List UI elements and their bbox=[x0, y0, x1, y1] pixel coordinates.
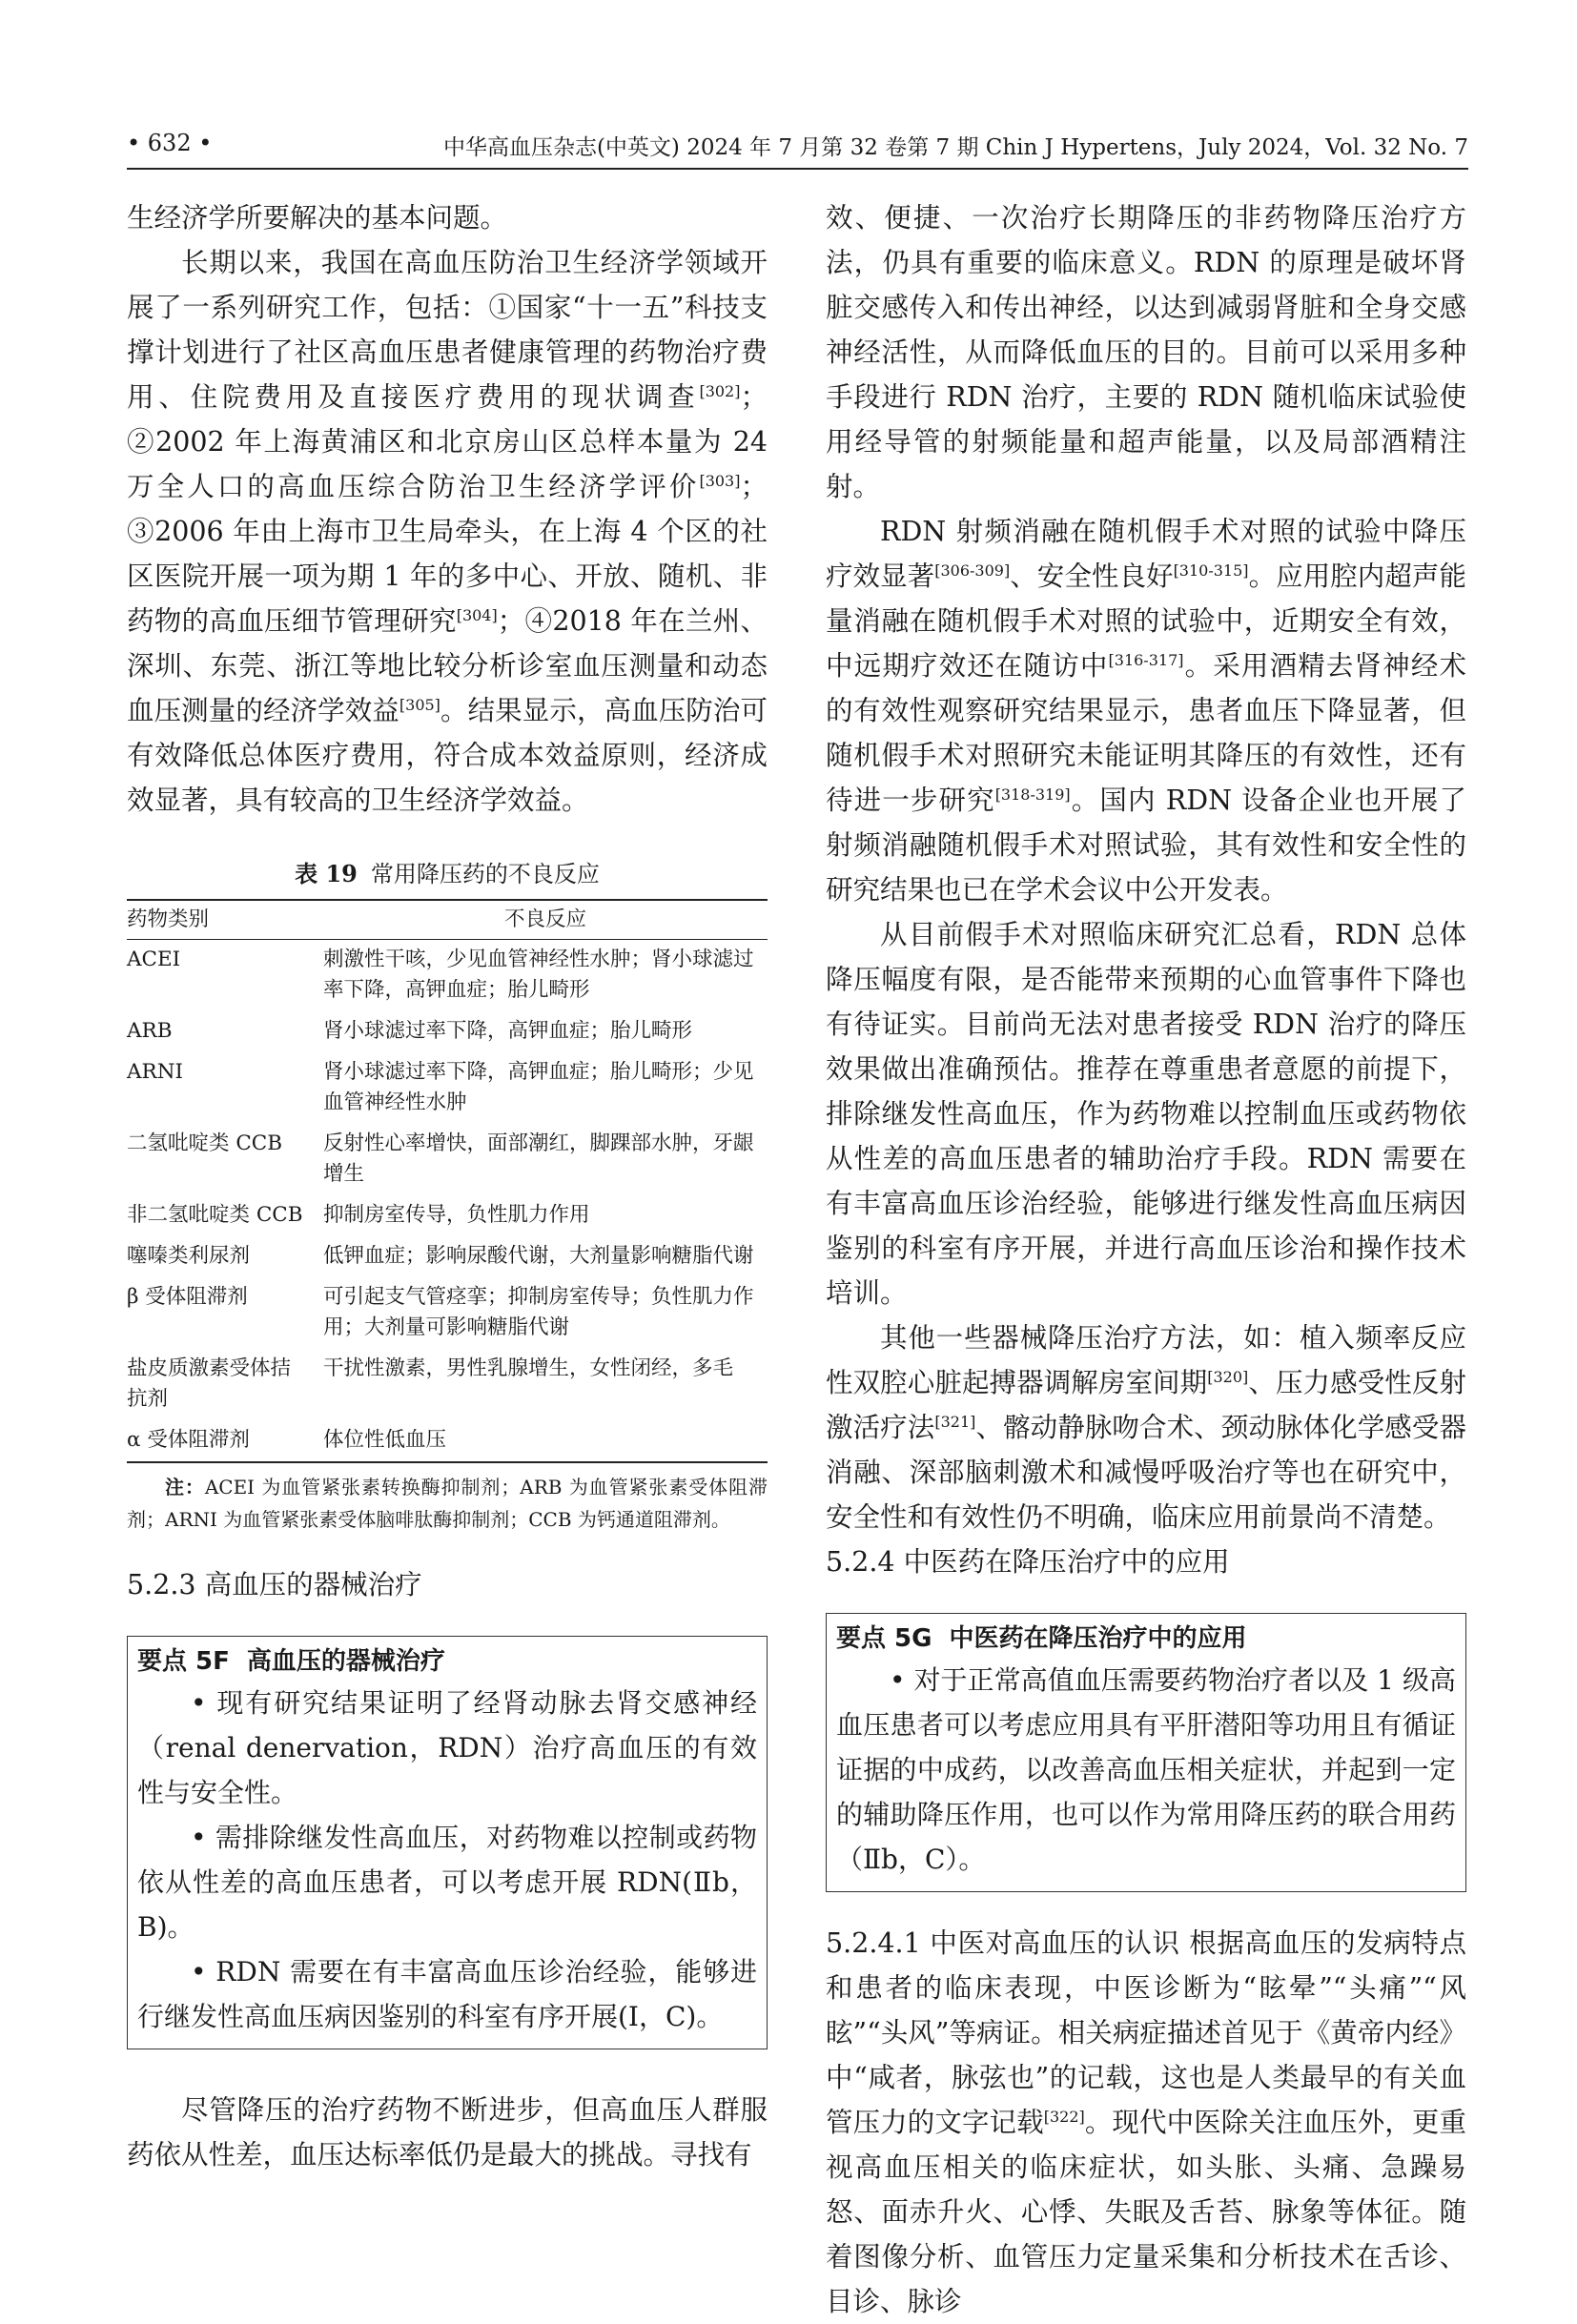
table-header-effect: 不良反应 bbox=[323, 900, 768, 940]
table-label: 表 19 bbox=[295, 860, 358, 887]
table-row: ARNI 肾小球滤过率下降，高钾血症；胎儿畸形；少见血管神经性水肿 bbox=[127, 1060, 754, 1114]
key-point-item: • 需排除继发性高血压，对药物难以控制或药物依从性差的高血压患者，可以考虑开展 RDN(Ⅱb，B)。 bbox=[137, 1822, 757, 1943]
citation: [320] bbox=[1207, 1368, 1249, 1386]
citation: [322] bbox=[1043, 2108, 1085, 2126]
paragraph: 其他一些器械降压治疗方法，如：植入频率反应性双腔心脏起搏器调解房室间期[320]、压力感受性反射激活疗法[321]、髂动静脉吻合术、颈动脉体化学感受器消融、深部脑刺激术和减慢呼吸治疗等也在研究中，安全性和有效性仍不明确，临床应用前景尚不清楚。 bbox=[826, 1322, 1466, 1533]
paragraph: 生经济学所要解决的基本问题。 bbox=[127, 202, 508, 234]
table-title: 常用降压药的不良反应 bbox=[370, 861, 600, 887]
page-number: • 632 • bbox=[127, 130, 213, 156]
table-row: 非二氢吡啶类 CCB 抑制房室传导，负性肌力作用 bbox=[127, 1203, 590, 1227]
key-point-item: • 现有研究结果证明了经肾动脉去肾交感神经（renal denervation，RDN）治疗高血压的有效性与安全性。 bbox=[137, 1687, 757, 1808]
section-heading-5-2-4: 5.2.4 中医药在降压治疗中的应用 bbox=[826, 1546, 1230, 1578]
key-point-box-5g bbox=[826, 1613, 1466, 1892]
table-row: ACEI 刺激性干咳，少见血管神经性水肿；肾小球滤过率下降，高钾血症；胎儿畸形 bbox=[127, 948, 754, 1002]
paragraph: RDN 射频消融在随机假手术对照的试验中降压疗效显著[306-309]、安全性良好[310-315]。应用腔内超声能量消融在随机假手术对照的试验中，近期安全有效，中远期疗效还在随访中[316-317]。采用酒精去肾神经术的有效性观察研究结果显示，患者血压下降显著，但随机假手术对照研究未能证明其降压的有效性，还有待进一步研究[318-319]。国内 RDN 设备企业也开展了射频消融随机假手术对照试验，其有效性和安全性的研究结果也已在学术会议中公开发表。 bbox=[826, 516, 1466, 906]
table-row: 噻嗪类利尿剂 低钾血症；影响尿酸代谢，大剂量影响糖脂代谢 bbox=[127, 1244, 754, 1268]
key-point-box-5f bbox=[127, 1636, 768, 2049]
paragraph: 长期以来，我国在高血压防治卫生经济学领域开展了一系列研究工作，包括：①国家“十一五”科技支撑计划进行了社区高血压患者健康管理的药物治疗费用、住院费用及直接医疗费用的现状调查[302]；②2002 年上海黄浦区和北京房山区总样本量为 24 万全人口的高血压综合防治卫生经济学评价[303]；③2006 年由上海市卫生局牵头，在上海 4 个区的社区医院开展一项为期 1 年的多中心、开放、随机、非药物的高血压细节管理研究[304]；④2018 年在兰州、深圳、东莞、浙江等地比较分析诊室血压测量和动态血压测量的经济学效益[305]。结果显示，高血压防治可有效降低总体医疗费用，符合成本效益原则，经济成效显著，具有较高的卫生经济学效益。 bbox=[127, 247, 768, 816]
left-column bbox=[127, 195, 768, 2177]
key-point-item: • 对于正常高值血压需要药物治疗者以及 1 级高血压患者可以考虑应用具有平肝潜阳等功用且有循证证据的中成药，以改善高血压相关症状，并起到一定的辅助降压作用，也可以作为常用降压药的联合用药（Ⅱb，C）。 bbox=[836, 1664, 1456, 1875]
citation: [302] bbox=[699, 382, 741, 400]
section-heading-5-2-3: 5.2.3 高血压的器械治疗 bbox=[127, 1569, 422, 1600]
table-row: 盐皮质激素受体拮抗剂 干扰性激素，男性乳腺增生，女性闭经，多毛 bbox=[127, 1356, 734, 1411]
table-row: α 受体阻滞剂 体位性低血压 bbox=[127, 1420, 768, 1462]
header-rule bbox=[127, 168, 1468, 170]
citation: [304] bbox=[456, 606, 498, 624]
paragraph: 从目前假手术对照临床研究汇总看，RDN 总体降压幅度有限，是否能带来预期的心血管事件下降也有待证实。目前尚无法对患者接受 RDN 治疗的降压效果做出准确预估。推荐在尊重患者意愿的前提下，排除继发性高血压，作为药物难以控制血压或药物依从性差的高血压患者的辅助治疗手段。RDN 需要在有丰富高血压诊治经验，能够进行继发性高血压病因鉴别的科室有序开展，并进行高血压诊治和操作技术培训。 bbox=[826, 919, 1466, 1309]
adverse-reaction-table bbox=[127, 899, 768, 1463]
key-point-item: • RDN 需要在有丰富高血压诊治经验，能够进行继发性高血压病因鉴别的科室有序开展(Ⅰ，C)。 bbox=[137, 1956, 757, 2032]
table-row: β 受体阻滞剂 可引起支气管痉挛；抑制房室传导；负性肌力作用；大剂量可影响糖脂代谢 bbox=[127, 1285, 754, 1339]
key-point-title: 要点 5F 高血压的器械治疗 bbox=[137, 1647, 445, 1676]
journal-citation: 中华高血压杂志(中英文) 2024 年 7 月第 32 卷第 7 期 Chin J Hypertens，July 2024，Vol. 32 No. 7 bbox=[442, 135, 1468, 160]
citation: [316-317] bbox=[1108, 651, 1184, 669]
running-header bbox=[127, 126, 1468, 164]
table-note: 注：ACEI 为血管紧张素转换酶抑制剂；ARB 为血管紧张素受体阻滞剂；ARNI 为血管紧张素受体脑啡肽酶抑制剂；CCB 为钙通道阻滞剂。 bbox=[127, 1476, 768, 1531]
citation: [321] bbox=[934, 1413, 976, 1431]
citation: [303] bbox=[699, 472, 741, 490]
table-header-drug: 药物类别 bbox=[127, 900, 323, 940]
citation: [306-309] bbox=[934, 561, 1011, 580]
paragraph: 效、便捷、一次治疗长期降压的非药物降压治疗方法，仍具有重要的临床意义。RDN 的原理是破坏肾脏交感传入和传出神经，以达到减弱肾脏和全身交感神经活性，从而降低血压的目的。目前可以采用多种手段进行 RDN 治疗，主要的 RDN 随机临床试验使用经导管的射频能量和超声能量，以及局部酒精注射。 bbox=[826, 202, 1466, 502]
citation: [318-319] bbox=[994, 785, 1071, 804]
citation: [310-315] bbox=[1173, 561, 1249, 580]
table-row: 二氢吡啶类 CCB 反射性心率增快，面部潮红，脚踝部水肿，牙龈增生 bbox=[127, 1131, 754, 1186]
table-caption bbox=[127, 859, 768, 889]
paragraph: 尽管降压的治疗药物不断进步，但高血压人群服药依从性差，血压达标率低仍是最大的挑战。寻找有 bbox=[127, 2094, 768, 2171]
key-point-title: 要点 5G 中医药在降压治疗中的应用 bbox=[836, 1624, 1247, 1653]
citation: [305] bbox=[399, 696, 440, 714]
table-row: ARB 肾小球滤过率下降，高钾血症；胎儿畸形 bbox=[127, 1019, 693, 1043]
paragraph: 5.2.4.1 中医对高血压的认识 根据高血压的发病特点和患者的临床表现，中医诊断为“眩晕”“头痛”“风眩”“头风”等病证。相关病症描述首见于《黄帝内经》中“咸者，脉弦也”的记载，这也是人类最早的有关血管压力的文字记载[322]。现代中医除关注血压外，更重视高血压相关的临床症状，如头胀、头痛、急躁易怒、面赤升火、心悸、失眠及舌苔、脉象等体征。随着图像分析、血管压力定量采集和分析技术在舌诊、目诊、脉诊 bbox=[826, 1927, 1466, 2317]
right-column bbox=[826, 195, 1466, 2324]
